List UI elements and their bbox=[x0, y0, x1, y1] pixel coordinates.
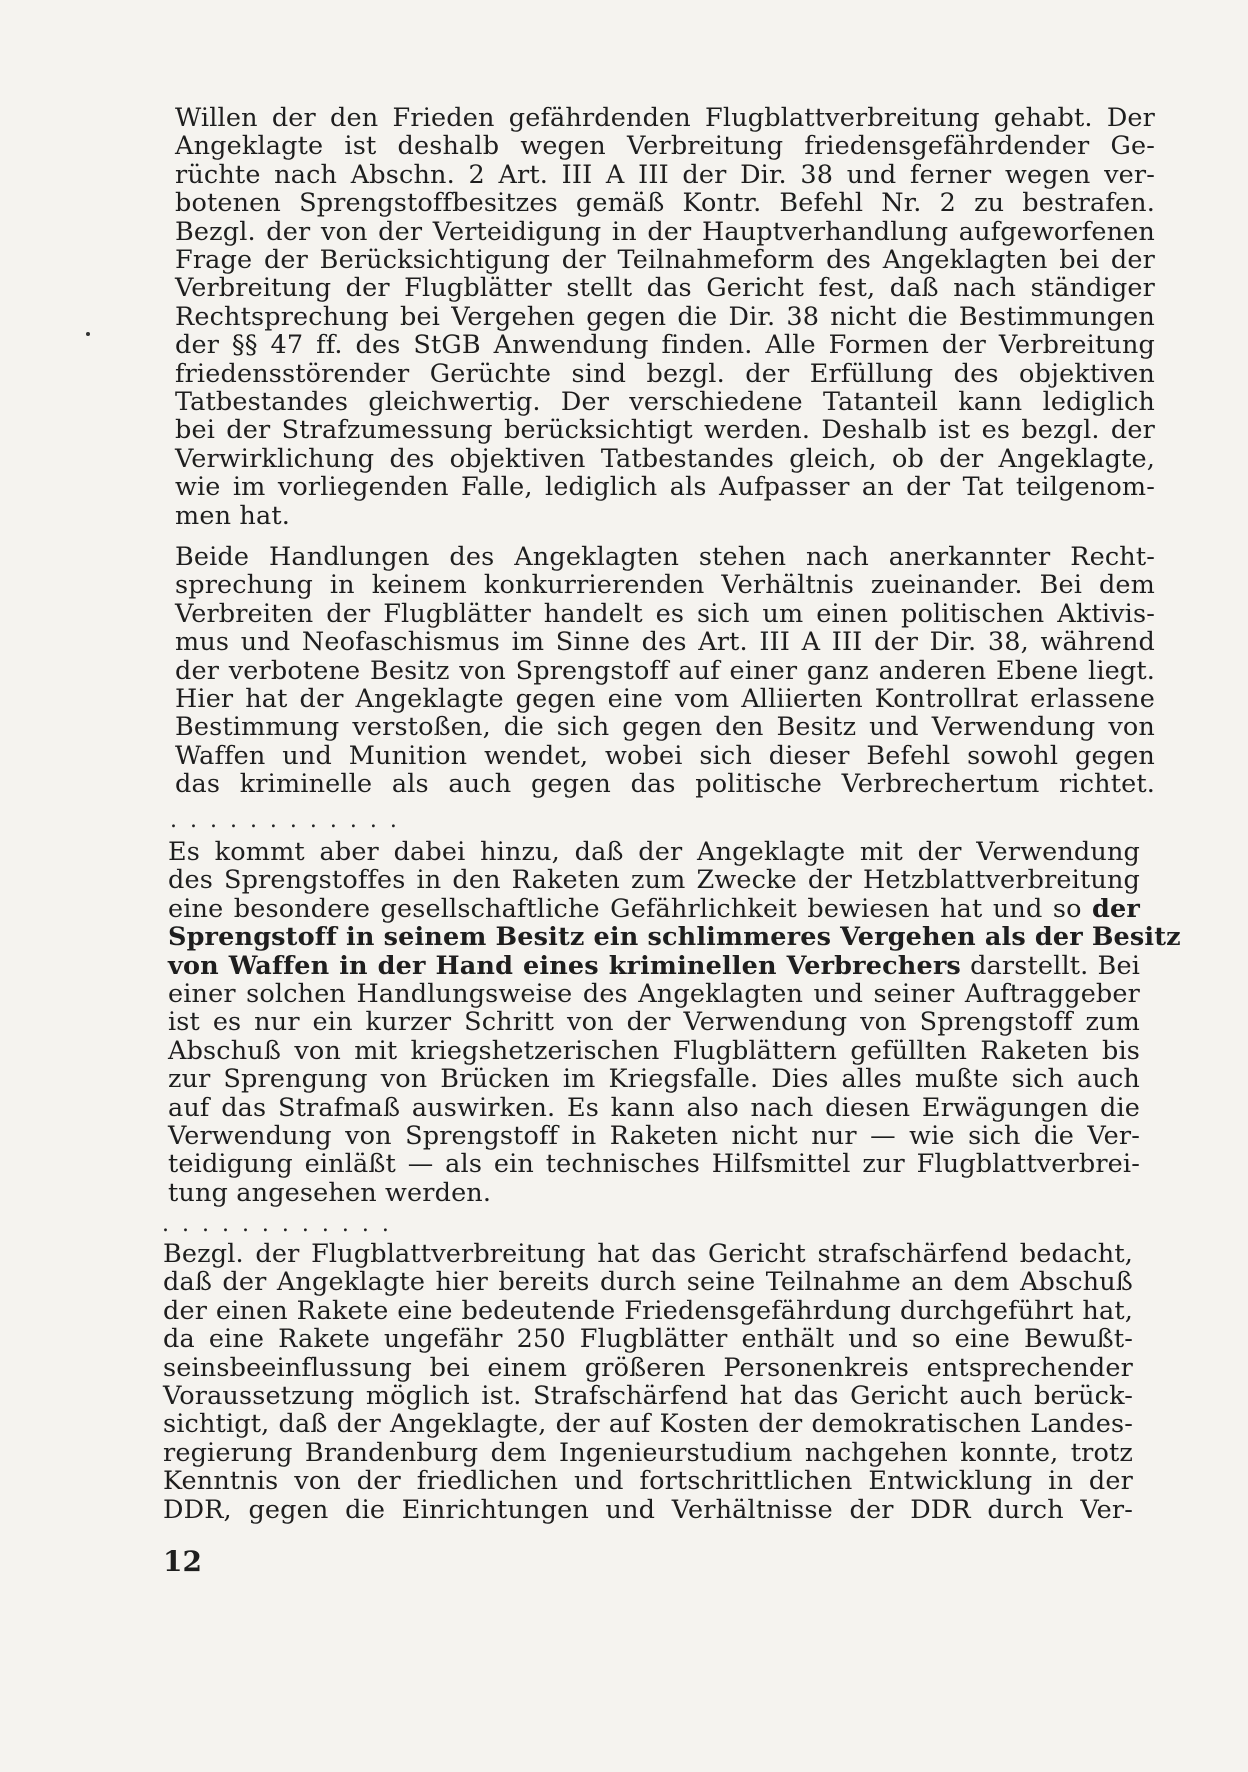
page-number: 12 bbox=[163, 1545, 202, 1578]
text-line: Hier hat der Angeklagte gegen eine vom Alliierten Kontrollrat erlassene bbox=[175, 684, 1155, 715]
text-line: Verwirklichung des objektiven Tatbestandes gleich, ob der Angeklagte, bbox=[175, 443, 1155, 474]
text-line: wie im vorliegenden Falle, lediglich als Aufpasser an der Tat teilgenom- bbox=[175, 472, 1155, 503]
print-speck bbox=[86, 332, 90, 336]
text-line: Bezgl. der von der Verteidigung in der Hauptverhandlung aufgeworfenen bbox=[175, 216, 1155, 247]
text-line: Angeklagte ist deshalb wegen Verbreitung friedensgefährdender Ge- bbox=[175, 131, 1155, 162]
text-line: Tatbestandes gleichwertig. Der verschiedene Tatanteil kann lediglich bbox=[175, 387, 1155, 418]
paragraph-4 bbox=[163, 1240, 1133, 1524]
text-line: ist es nur ein kurzer Schritt von der Verwendung von Sprengstoff zum bbox=[168, 1007, 1140, 1038]
text-line: Bestimmung verstoßen, die sich gegen den Besitz und Verwendung von bbox=[175, 712, 1155, 743]
text-line: rüchte nach Abschn. 2 Art. III A III der Dir. 38 und ferner wegen ver- bbox=[175, 159, 1155, 190]
text-line: des Sprengstoffes in den Raketen zum Zwecke der Hetzblattverbreitung bbox=[168, 865, 1140, 896]
text-line: Frage der Berücksichtigung der Teilnahmeform des Angeklagten bei der bbox=[175, 245, 1155, 276]
text-line: da eine Rakete ungefähr 250 Flugblätter enthält und so eine Bewußt- bbox=[163, 1324, 1133, 1355]
bold-text: von Waffen in der Hand eines kriminellen Verbrechers bbox=[168, 950, 961, 981]
text-line: tung angesehen werden. bbox=[168, 1177, 492, 1208]
text-line: Willen der den Frieden gefährdenden Flugblattverbreitung gehabt. Der bbox=[175, 103, 1155, 133]
paragraph-3 bbox=[168, 837, 1181, 1208]
text-line: Verbreiten der Flugblätter handelt es sich um einen politischen Aktivis- bbox=[175, 598, 1155, 629]
bold-text-line: Sprengstoff in seinem Besitz ein schlimmeres Vergehen als der Besitz bbox=[168, 922, 1181, 953]
text-line: Abschuß von mit kriegshetzerischen Flugblättern gefüllten Raketen bis bbox=[168, 1035, 1140, 1066]
text-line: Rechtsprechung bei Vergehen gegen die Dir. 38 nicht die Bestimmungen bbox=[175, 301, 1155, 332]
text-span: darstellt. Bei bbox=[970, 950, 1140, 981]
text-line: mus und Neofaschismus im Sinne des Art. III A III der Dir. 38, während bbox=[175, 627, 1155, 658]
text-line: zur Sprengung von Brücken im Kriegsfalle. Dies alles mußte sich auch bbox=[168, 1064, 1140, 1095]
text-line: Kenntnis von der friedlichen und fortschrittlichen Entwicklung in der bbox=[163, 1466, 1133, 1497]
ellipsis-marker: . . . . . . . . . . . . bbox=[162, 1212, 392, 1237]
text-line: das kriminelle als auch gegen das politische Verbrechertum richtet. bbox=[175, 769, 1155, 800]
text-line: Beide Handlungen des Angeklagten stehen nach anerkannter Recht- bbox=[175, 542, 1155, 572]
text-line bbox=[168, 895, 1140, 923]
text-line: sprechung in keinem konkurrierenden Verhältnis zueinander. Bei dem bbox=[175, 570, 1155, 601]
text-line: DDR, gegen die Einrichtungen und Verhältnisse der DDR durch Ver- bbox=[163, 1494, 1133, 1525]
text-line: einer solchen Handlungsweise des Angeklagten und seiner Auftraggeber bbox=[168, 979, 1140, 1010]
text-line: Verwendung von Sprengstoff in Raketen nicht nur — wie sich die Ver- bbox=[168, 1121, 1140, 1152]
text-line: Waffen und Munition wendet, wobei sich dieser Befehl sowohl gegen bbox=[175, 740, 1155, 771]
text-line: Verbreitung der Flugblätter stellt das Gericht fest, daß nach ständiger bbox=[175, 273, 1155, 304]
text-line: teidigung einläßt — als ein technisches Hilfsmittel zur Flugblattverbrei- bbox=[168, 1149, 1140, 1180]
text-line: regierung Brandenburg dem Ingenieurstudium nachgehen konnte, trotz bbox=[163, 1437, 1133, 1468]
paragraph-2 bbox=[175, 543, 1155, 799]
text-line: men hat. bbox=[175, 500, 290, 531]
text-line: bei der Strafzumessung berücksichtigt werden. Deshalb ist es bezgl. der bbox=[175, 415, 1155, 446]
text-line: seinsbeeinflussung bei einem größeren Personenkreis entsprechender bbox=[163, 1352, 1133, 1383]
text-line: Es kommt aber dabei hinzu, daß der Angeklagte mit der Verwendung bbox=[168, 837, 1140, 867]
ellipsis-marker: . . . . . . . . . . . . bbox=[170, 808, 400, 833]
text-line: Voraussetzung möglich ist. Strafschärfend hat das Gericht auch berück- bbox=[163, 1381, 1133, 1412]
text-line: der einen Rakete eine bedeutende Friedensgefährdung durchgeführt hat, bbox=[163, 1295, 1133, 1326]
text-line: friedensstörender Gerüchte sind bezgl. der Erfüllung des objektiven bbox=[175, 358, 1155, 389]
text-line: der verbotene Besitz von Sprengstoff auf einer ganz anderen Ebene liegt. bbox=[175, 655, 1155, 686]
text-line: auf das Strafmaß auswirken. Es kann also nach diesen Erwägungen die bbox=[168, 1092, 1140, 1123]
text-line: Bezgl. der Flugblattverbreitung hat das Gericht strafschärfend bedacht, bbox=[163, 1239, 1133, 1269]
text-line: daß der Angeklagte hier bereits durch seine Teilnahme an dem Abschuß bbox=[163, 1267, 1133, 1298]
text-line bbox=[168, 952, 1140, 980]
text-span: eine besondere gesellschaftliche Gefährlichkeit bewiesen hat und so bbox=[168, 893, 1082, 924]
paragraph-1 bbox=[175, 104, 1155, 530]
bold-text: der bbox=[1092, 893, 1140, 924]
text-line: sichtigt, daß der Angeklagte, der auf Kosten der demokratischen Landes- bbox=[163, 1409, 1133, 1440]
text-line: botenen Sprengstoffbesitzes gemäß Kontr. Befehl Nr. 2 zu bestrafen. bbox=[175, 188, 1155, 219]
text-line: der §§ 47 ff. des StGB Anwendung finden. Alle Formen der Verbreitung bbox=[175, 330, 1155, 361]
